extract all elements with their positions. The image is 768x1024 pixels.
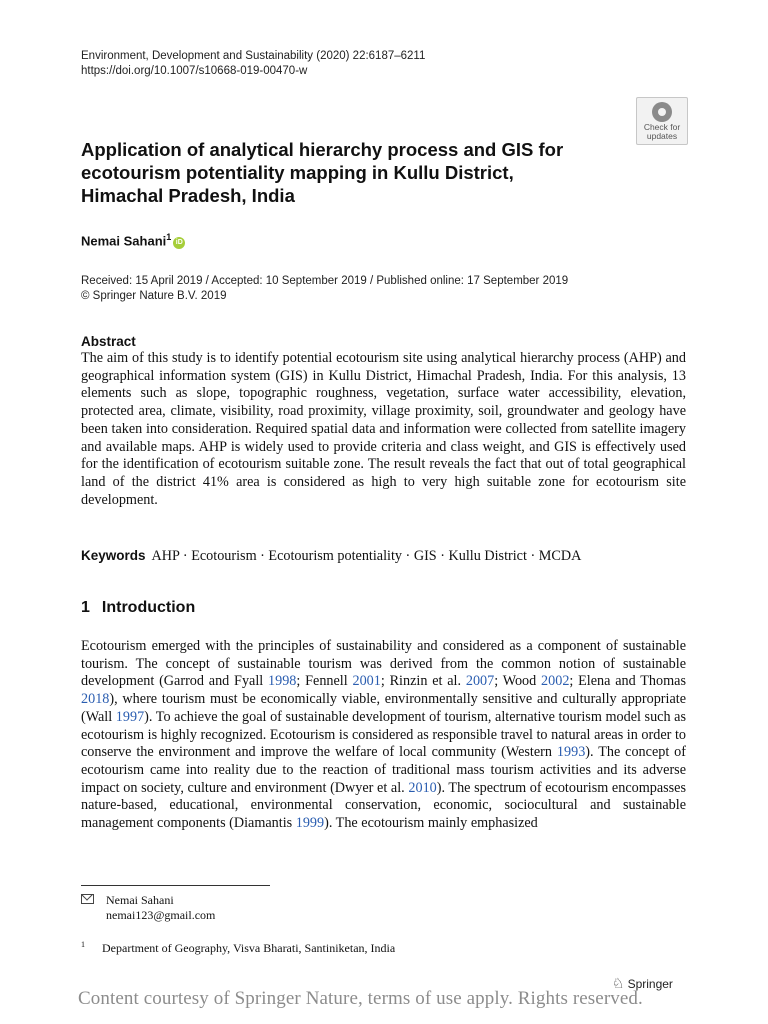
- intro-text-9: ). The spectrum of ecotourism encompasses nature-based, educational, environmental conservation, economic, sociocultural and sustainable management components (Diamantis: [81, 779, 686, 832]
- journal-citation: Environment, Development and Sustainability (2020) 22:6187–6211: [81, 50, 426, 62]
- author-affiliation-marker: 1: [166, 232, 172, 242]
- doi-link[interactable]: https://doi.org/10.1007/s10668-019-00470-w: [81, 65, 308, 77]
- corresponding-email[interactable]: nemai123@gmail.com: [106, 908, 216, 922]
- publication-dates: [81, 274, 568, 304]
- intro-text-10: ). The ecotourism mainly emphasized: [324, 815, 538, 832]
- intro-text-6: ), where tourism must be economically viable, environmentally sensitive and culturally appropriate (Wall: [81, 691, 686, 725]
- history-dates: Received: 15 April 2019 / Accepted: 10 September 2019 / Published online: 17 September 2019: [81, 275, 569, 287]
- section-number: 1: [81, 599, 90, 616]
- intro-text-5: ; Elena and Thomas: [569, 673, 686, 690]
- intro-text-4: ; Wood: [494, 673, 542, 690]
- section-heading-introduction: [81, 599, 195, 617]
- citation-link[interactable]: 2002: [541, 673, 570, 690]
- citation-link[interactable]: 1997: [115, 708, 145, 725]
- abstract-heading: Abstract: [81, 334, 136, 349]
- envelope-icon: [81, 894, 94, 904]
- affiliation-text: Department of Geography, Visva Bharati, Santiniketan, India: [102, 941, 396, 955]
- author-name[interactable]: Nemai Sahani: [81, 233, 167, 249]
- orcid-icon[interactable]: iD: [173, 237, 185, 249]
- affiliation-marker: 1: [81, 940, 85, 949]
- citation-link[interactable]: 2018: [81, 691, 110, 708]
- citation-link[interactable]: 2001: [352, 673, 381, 690]
- journal-header: [81, 49, 425, 79]
- intro-text-1: Ecotourism emerged with the principles of sustainability and considered as a component of sustainable tourism. The concept of sustainable tourism was derived from the common notion of sustainable development (Garrod and Fyall: [81, 638, 686, 690]
- citation-link[interactable]: 2007: [465, 673, 495, 690]
- citation-link[interactable]: 1998: [268, 673, 297, 690]
- intro-text-3: ; Rinzin et al.: [380, 673, 466, 690]
- footnote-divider: [81, 885, 270, 886]
- citation-link[interactable]: 1993: [556, 744, 586, 761]
- corresponding-author: [81, 893, 215, 923]
- check-for-updates-badge[interactable]: [636, 97, 688, 145]
- springer-horse-icon: ♘: [612, 975, 625, 991]
- keywords-text: AHP · Ecotourism · Ecotourism potentiality · GIS · Kullu District · MCDA: [151, 548, 582, 564]
- badge-line-2: updates: [646, 131, 678, 141]
- author-line: [81, 232, 185, 249]
- refresh-icon: [652, 102, 672, 122]
- copyright-line: © Springer Nature B.V. 2019: [81, 290, 227, 302]
- affiliation-footnote: [81, 937, 395, 956]
- corresponding-name: Nemai Sahani: [106, 893, 174, 907]
- introduction-paragraph: [81, 638, 686, 833]
- abstract-text: The aim of this study is to identify potential ecotourism site using analytical hierarchy process (AHP) and geographical information system (GIS) in Kullu District, Himachal Pradesh, India. For this analysis, 13 elements such as slope, topographic roughness, vegetation, surface water accessibility, elevation, protected area, climate, visibility, road proximity, village proximity, soil, groundwater and geology have been taken into consideration. Required spatial data and information were collected from satellite imagery and available maps. AHP is widely used to provide criteria and class weight, and GIS is effectively used for the identification of ecotourism suitable zone. The result reveals the fact that out of total geographical land of the district 41% area is considered as high to very high suitable zone for ecotourism site development.: [81, 350, 686, 508]
- citation-link[interactable]: 1999: [295, 815, 325, 832]
- keywords-line: [81, 547, 686, 565]
- keywords-label: Keywords: [81, 548, 146, 563]
- paper-title: Application of analytical hierarchy process and GIS for ecotourism potentiality mapping in Kullu District, Himachal Pradesh, India: [81, 139, 564, 206]
- intro-text-8: ). The concept of ecotourism came into reality due to the reaction of traditional mass tourism activities and its adverse impact on society, culture and environment (Dwyer et al.: [81, 744, 686, 796]
- badge-line-1: Check for: [643, 122, 681, 132]
- publisher-name: Springer: [627, 977, 673, 991]
- courtesy-watermark: Content courtesy of Springer Nature, terms of use apply. Rights reserved.: [78, 988, 643, 1009]
- intro-text-2: ; Fennell: [296, 673, 353, 690]
- intro-text-7: ). To achieve the goal of sustainable development of tourism, alternative tourism model such as ecotourism is highly recognized. Ecotourism is considered as responsible travel to natural areas in order to conserve the environment and improve the welfare of local community (Western: [81, 708, 686, 761]
- section-title: Introduction: [101, 599, 196, 616]
- citation-link[interactable]: 2010: [408, 779, 437, 796]
